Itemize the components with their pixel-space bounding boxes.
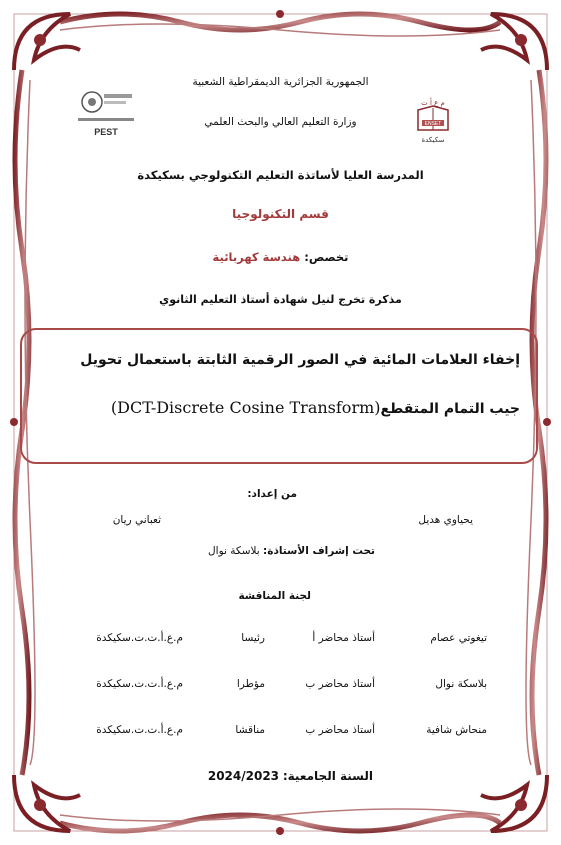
thesis-title-line1: إخفاء العلامات المائية في الصور الرقمية الثابتة باستعمال تحويل xyxy=(80,352,520,368)
specialty-label: تخصص: xyxy=(304,250,349,264)
specialty xyxy=(0,250,561,264)
jury-member-role: رئيسا xyxy=(241,632,265,644)
author-2: ثعباني ريان xyxy=(112,514,161,526)
memo-subtitle: مذكرة تخرج لنيل شهادة أستاذ التعليم الثانوي xyxy=(159,293,402,306)
supervisor-label: تحت إشراف الأستاذة: xyxy=(263,545,375,557)
thesis-title-arabic: جيب التمام المتقطع xyxy=(380,401,520,417)
supervisor xyxy=(208,545,375,557)
thesis-title-latin: (DCT-Discrete Cosine Transform) xyxy=(110,398,381,417)
academic-year-label: السنة الجامعية: xyxy=(282,769,373,783)
jury-member-rank: أستاذ محاضر ب xyxy=(305,724,375,736)
jury-member-rank: أستاذ محاضر أ xyxy=(312,632,375,644)
svg-text:ﻡ ﻉ ﺃ ﺕ: ﻡ ﻉ ﺃ ﺕ xyxy=(421,99,445,107)
jury-member-name: بلاسكة نوال xyxy=(435,678,487,690)
thesis-title-box xyxy=(20,328,538,464)
jury-member-institution: م.ع.أ.ت.ت.سكيكدة xyxy=(96,632,183,644)
republic-name: الجمهورية الجزائرية الديمقراطية الشعبية xyxy=(192,76,369,88)
jury-member-rank: أستاذ محاضر ب xyxy=(305,678,375,690)
jury-member-name: منحاش شافية xyxy=(426,724,487,736)
pest-logo xyxy=(72,88,138,140)
department-name: قسم التكنولوجيا xyxy=(232,207,329,221)
enset-logo-text: ENSET xyxy=(424,121,442,127)
pest-logo-text: PEST xyxy=(94,127,118,137)
jury-member-institution: م.ع.أ.ت.ت.سكيكدة xyxy=(96,724,183,736)
academic-year-value: 2024/2023 xyxy=(207,769,280,783)
enset-logo-caption: سكيكدة xyxy=(421,136,445,144)
jury-member-role: مناقشا xyxy=(235,724,265,736)
specialty-value: هندسة كهربائية xyxy=(212,250,301,264)
jury-member-institution: م.ع.أ.ت.ت.سكيكدة xyxy=(96,678,183,690)
supervisor-name: بلاسكة نوال xyxy=(208,545,260,557)
author-1: يحياوي هديل xyxy=(418,514,473,526)
jury-label: لجنة المناقشة xyxy=(238,590,311,602)
authors-label: من إعداد: xyxy=(247,488,297,500)
school-name: المدرسة العليا لأساتذة التعليم التكنولوجي بسكيكدة xyxy=(137,168,424,182)
thesis-title-line2 xyxy=(111,398,520,417)
jury-member-name: تيغوتي عصام xyxy=(430,632,487,644)
jury-member-role: مؤطرا xyxy=(236,678,265,690)
academic-year xyxy=(208,769,373,783)
ministry-name: وزارة التعليم العالي والبحث العلمي xyxy=(204,116,357,128)
